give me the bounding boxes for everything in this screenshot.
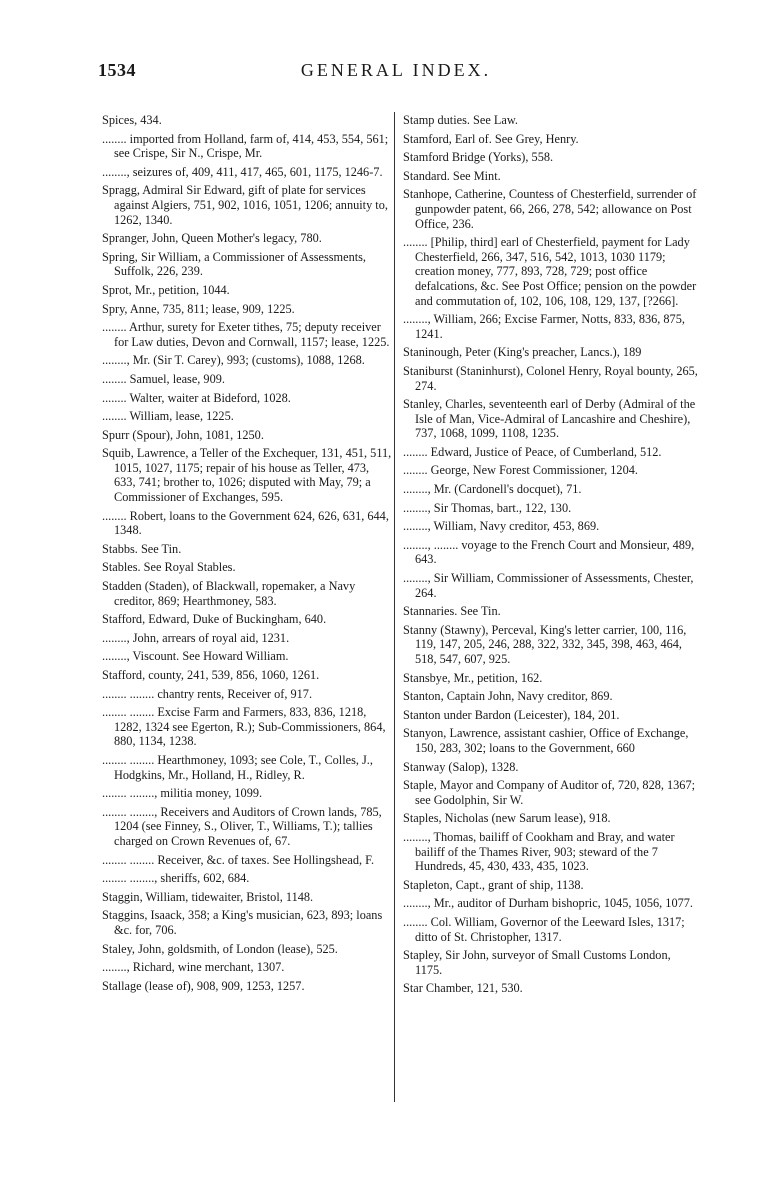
index-entry: ........, ........ voyage to the French Court and Monsieur, 489, 643. xyxy=(403,537,695,567)
index-entry: Stanny (Stawny), Perceval, King's letter carrier, 100, 116, 119, 147, 205, 246, 288, 322, 332, 345, 398, 463, 464, 518, 547, 607, 925. xyxy=(403,622,687,666)
index-entry: Stafford, county, 241, 539, 856, 1060, 1261. xyxy=(102,668,320,682)
index-entry: ........, seizures of, 409, 411, 417, 465, 601, 1175, 1246-7. xyxy=(102,164,383,179)
index-entry: Stanton, Captain John, Navy creditor, 869. xyxy=(403,689,613,704)
page-header xyxy=(98,60,694,90)
index-entry: ........, Mr., auditor of Durham bishopric, 1045, 1056, 1077. xyxy=(403,896,693,911)
index-entry: Stallage (lease of), 908, 909, 1253, 1257. xyxy=(102,978,305,993)
index-entry: ........ ........ chantry rents, Receiver of, 917. xyxy=(102,686,313,701)
index-entry: ........, William, Navy creditor, 453, 869. xyxy=(403,519,600,534)
index-entry: ........ [Philip, third] earl of Chesterfield, payment for Lady Chesterfield, 266, 347, 516, 542, 1013, 1030 1179; creation money, 777, 893, 728, 729; post office defalcations, &c. See Post Office; pension on the powder and commutation of, 102, 106, 108, 129, 137, [?266]. xyxy=(403,235,697,308)
index-entry: ........, Viscount. See Howard William. xyxy=(102,649,289,664)
running-head: GENERAL INDEX. xyxy=(300,60,492,80)
index-entry: Spurr (Spour), John, 1081, 1250. xyxy=(102,427,264,442)
index-entry: Stanton under Bardon (Leicester), 184, 201. xyxy=(403,707,620,722)
index-entry: ........ Walter, waiter at Bideford, 1028. xyxy=(102,390,291,405)
index-entry: Stanyon, Lawrence, assistant cashier, Office of Exchange, 150, 283, 302; loans to the Government, 660 xyxy=(403,726,689,755)
index-entry: Standard. See Mint. xyxy=(403,168,501,183)
index-entry: Staggin, William, tidewaiter, Bristol, 1148. xyxy=(102,889,314,904)
index-entry: ........ George, New Forest Commissioner, 1204. xyxy=(403,463,638,478)
index-entry: Staples, Nicholas (new Sarum lease), 918. xyxy=(403,811,611,826)
index-entry: Stadden (Staden), of Blackwall, ropemaker, a Navy creditor, 869; Hearthmoney, 583. xyxy=(102,579,356,608)
index-entry: Staley, John, goldsmith, of London (lease), 525. xyxy=(102,941,338,956)
index-entry: ........ Arthur, surety for Exeter tithes, 75; deputy receiver for Law duties, Devon and Cornwall, 1157; lease, 1225. xyxy=(102,320,390,349)
index-entry: Stapley, Sir John, surveyor of Small Customs London, 1175. xyxy=(403,948,671,977)
index-entry: Stapleton, Capt., grant of ship, 1138. xyxy=(403,877,584,892)
index-entry: ........, Mr. (Cardonell's docquet), 71. xyxy=(403,482,582,497)
index-entry: ........ Robert, loans to the Government 624, 626, 631, 644, 1348. xyxy=(102,508,389,538)
index-entry: Staple, Mayor and Company of Auditor of, 720, 828, 1367; see Godolphin, Sir W. xyxy=(403,778,696,807)
page-number: 1534 xyxy=(98,60,136,80)
index-entry: Stamp duties. See Law. xyxy=(403,113,518,127)
index-entry: Staniburst (Staninhurst), Colonel Henry, Royal bounty, 265, 274. xyxy=(403,363,698,393)
index-entry: ........, Sir Thomas, bart., 122, 130. xyxy=(403,500,572,515)
index-entry: Stabbs. See Tin. xyxy=(102,541,182,556)
index-entry: Spices, 434. xyxy=(102,113,162,127)
index-entry: ........ ........ Receiver, &c. of taxes. See Hollingshead, F. xyxy=(102,852,375,867)
index-column-right xyxy=(403,113,700,1000)
index-entry: Spragg, Admiral Sir Edward, gift of plate for services against Algiers, 751, 902, 1016, 1051, 1206; annuity to, 1262, 1340. xyxy=(102,183,388,227)
index-entry: Stanley, Charles, seventeenth earl of Derby (Admiral of the Isle of Man, Vice-Admiral of Lancashire and Cheshire), 737, 1068, 1099, 1108, 1235. xyxy=(403,397,696,441)
index-entry: ........ ........ Hearthmoney, 1093; see Cole, T., Colles, J., Hodgkins, Mr., Holland, H., Ridley, R. xyxy=(102,752,373,782)
index-entry: ........ Edward, Justice of Peace, of Cumberland, 512. xyxy=(403,444,662,459)
index-entry: Stamford Bridge (Yorks), 558. xyxy=(403,150,554,165)
index-entry: Spranger, John, Queen Mother's legacy, 780. xyxy=(102,231,322,246)
index-entry: Stanhope, Catherine, Countess of Chesterfield, surrender of gunpowder patent, 66, 266, 278, 542; allowance on Post Office, 236. xyxy=(403,187,697,231)
index-entry: ........ ........ Excise Farm and Farmers, 833, 836, 1218, 1282, 1324 see Egerton, R.); Sub-Commissioners, 864, 880, 1134, 1238. xyxy=(102,705,386,749)
index-entry: ........ Col. William, Governor of the Leeward Isles, 1317; ditto of St. Christopher, 1317. xyxy=(403,914,685,944)
index-entry: ........ imported from Holland, farm of, 414, 453, 554, 561; see Crispe, Sir N., Crispe, Mr. xyxy=(102,131,389,161)
index-entry: ........, John, arrears of royal aid, 1231. xyxy=(102,630,290,645)
index-entry: ........, William, 266; Excise Farmer, Notts, 833, 836, 875, 1241. xyxy=(403,312,685,341)
index-entry: Squib, Lawrence, a Teller of the Exchequer, 131, 451, 511, 1015, 1027, 1175; repair of his house as Teller, 473, 633, 741; brother to, 1026; disputed with May, 79; a Commissioner of Exchanges, 595. xyxy=(102,446,392,505)
index-entry: Stables. See Royal Stables. xyxy=(102,560,236,575)
index-entry: ........, Mr. (Sir T. Carey), 993; (customs), 1088, 1268. xyxy=(102,353,365,368)
index-entry: Star Chamber, 121, 530. xyxy=(403,981,523,996)
index-entry: ........, Richard, wine merchant, 1307. xyxy=(102,960,285,975)
index-entry: Staggins, Isaack, 358; a King's musician, 623, 893; loans &c. for, 706. xyxy=(102,908,383,937)
index-entry: Staninough, Peter (King's preacher, Lancs.), 189 xyxy=(403,345,642,360)
index-entry: ........ Samuel, lease, 909. xyxy=(102,371,225,386)
index-entry: ........, Thomas, bailiff of Cookham and Bray, and water bailiff of the Thames River, 903; steward of the 7 Hundreds, 45, 430, 433, 435, 1023. xyxy=(403,829,675,874)
index-entry: ........, Sir William, Commissioner of Assessments, Chester, 264. xyxy=(403,571,694,600)
index-entry: Stafford, Edward, Duke of Buckingham, 640. xyxy=(102,612,327,627)
column-divider xyxy=(394,112,395,1102)
index-entry: Spring, Sir William, a Commissioner of Assessments, Suffolk, 226, 239. xyxy=(102,249,367,279)
index-entry: ........ ........, Receivers and Auditors of Crown lands, 785, 1204 (see Finney, S., Oliver, T., Williams, T.); tallies charged on Crown Revenues of, 67. xyxy=(102,804,382,848)
index-entry: Spry, Anne, 735, 811; lease, 909, 1225. xyxy=(102,301,295,316)
index-entry: Stansbye, Mr., petition, 162. xyxy=(403,670,543,685)
index-entry: Sprot, Mr., petition, 1044. xyxy=(102,282,230,297)
index-entry: Stannaries. See Tin. xyxy=(403,604,501,619)
index-entry: ........ ........, militia money, 1099. xyxy=(102,786,263,801)
index-entry: ........ William, lease, 1225. xyxy=(102,409,234,424)
index-column-left xyxy=(102,113,392,997)
index-entry: Stamford, Earl of. See Grey, Henry. xyxy=(403,131,579,146)
index-entry: Stanway (Salop), 1328. xyxy=(403,759,519,774)
index-entry: ........ ........, sheriffs, 602, 684. xyxy=(102,871,250,886)
